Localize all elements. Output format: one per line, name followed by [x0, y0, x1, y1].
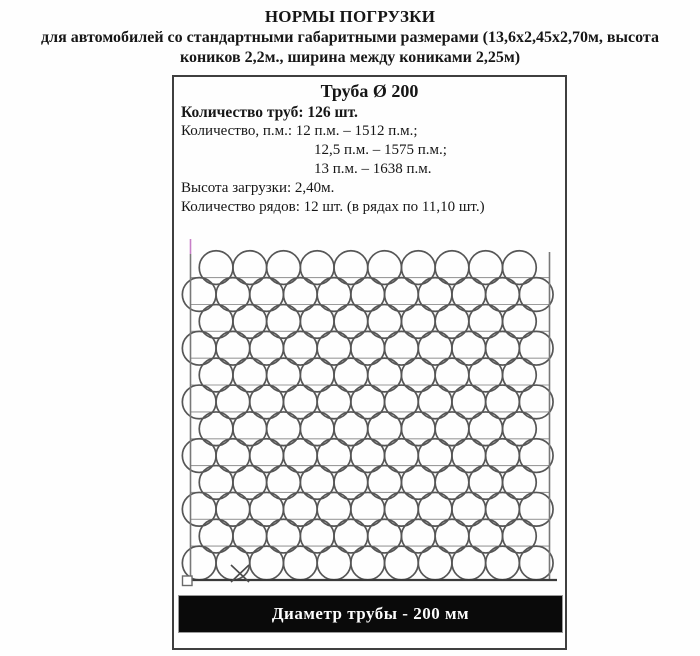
- card-heading: Труба Ø 200: [320, 81, 419, 101]
- pipe-diameter-banner: [178, 595, 563, 633]
- spec-line: Количество труб: 126 шт.: [181, 104, 358, 121]
- doc-subtitle-line-2: коников 2,2м., ширина между кониками 2,25м): [179, 49, 521, 66]
- pipe-diameter-banner-label: Диаметр трубы - 200 мм: [271, 604, 470, 623]
- spec-line: Высота загрузки: 2,40м.: [181, 180, 335, 196]
- doc-subtitle: [0, 28, 700, 68]
- spec-line: 12,5 п.м. – 1575 п.м.;: [314, 142, 447, 158]
- doc-title: НОРМЫ ПОГРУЗКИ: [264, 7, 436, 26]
- spec-card: [172, 75, 567, 650]
- spec-line: Количество, п.м.: 12 п.м. – 1512 п.м.;: [181, 123, 418, 139]
- spec-line: 13 п.м. – 1638 п.м.: [314, 161, 432, 177]
- spec-line: Количество рядов: 12 шт. (в рядах по 11,10 шт.): [181, 199, 485, 215]
- doc-subtitle-line-1: для автомобилей со стандартными габаритными размерами (13,6х2,45х2,70м, высота: [41, 29, 659, 46]
- spec-lines: [174, 103, 565, 217]
